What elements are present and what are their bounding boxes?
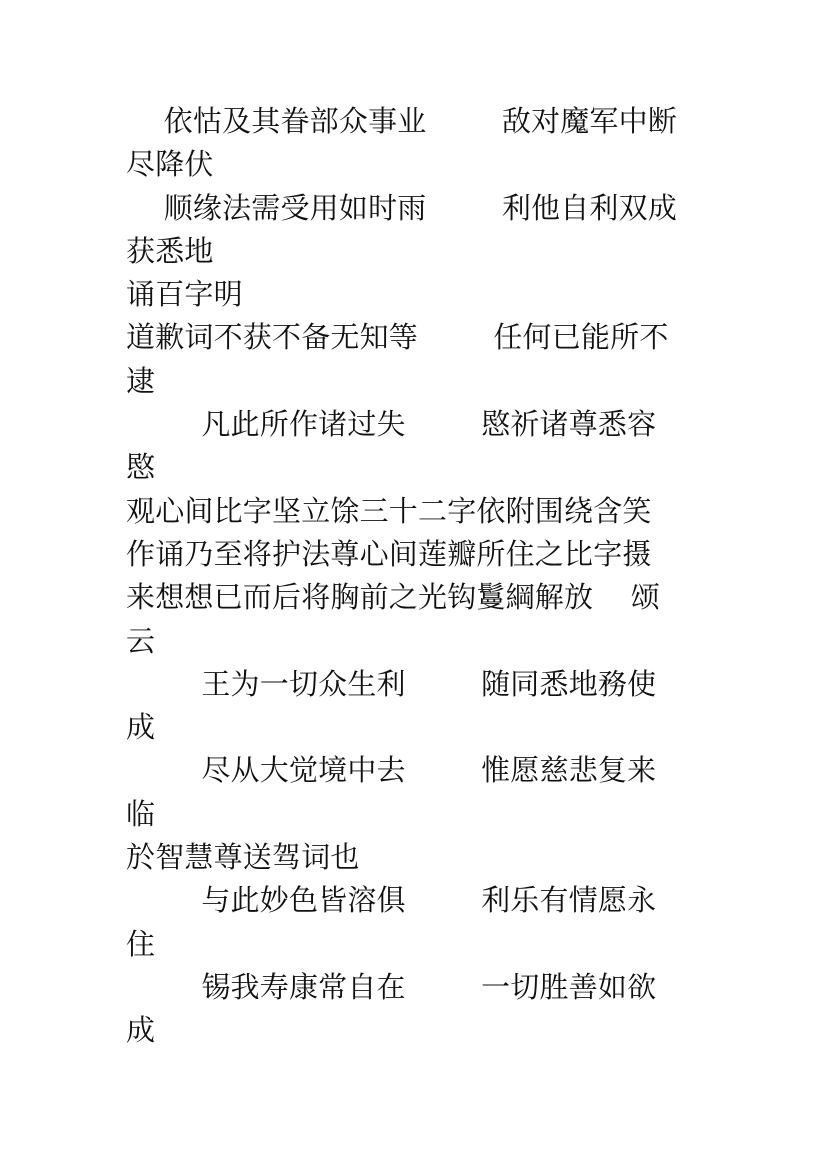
text-line: 成 — [126, 710, 156, 745]
text-line: 凡此所作诸过失 愍祈诸尊悉容 — [126, 407, 657, 442]
text-line: 道歉词不获不备无知等 任何已能所不 — [126, 320, 669, 355]
text-line: 诵百字明 — [126, 277, 243, 312]
text-line: 获悉地 — [126, 233, 214, 268]
text-line: 锡我寿康常自在 一切胜善如欲 — [126, 969, 657, 1004]
text-line: 与此妙色皆溶俱 利乐有情愿永 — [126, 883, 657, 918]
text-line: 来想想已而后将胸前之光钩鬘綱解放 颂 — [126, 580, 661, 615]
text-line: 临 — [126, 796, 156, 831]
document-body — [126, 100, 706, 1053]
text-line: 尽降伏 — [126, 147, 214, 182]
text-line: 依怙及其眷部众事业 敌对魔军中断 — [126, 104, 678, 138]
text-line: 顺缘法需受用如时雨 利他自利双成 — [126, 190, 678, 225]
text-line: 作诵乃至将护法尊心间莲瓣所住之比字摄 — [126, 536, 652, 571]
text-line: 王为一切众生利 随同悉地務使 — [126, 666, 657, 701]
text-line: 云 — [126, 623, 156, 658]
text-line: 尽从大觉境中去 惟愿慈悲复来 — [126, 753, 657, 788]
text-line: 观心间比字坚立馀三十二字依附围绕含笑 — [126, 493, 652, 528]
text-line: 於智慧尊送驾词也 — [126, 840, 360, 875]
text-line: 愍 — [126, 450, 156, 485]
text-line: 逮 — [126, 363, 156, 398]
text-line: 住 — [126, 926, 156, 961]
text-line: 成 — [126, 1013, 156, 1048]
